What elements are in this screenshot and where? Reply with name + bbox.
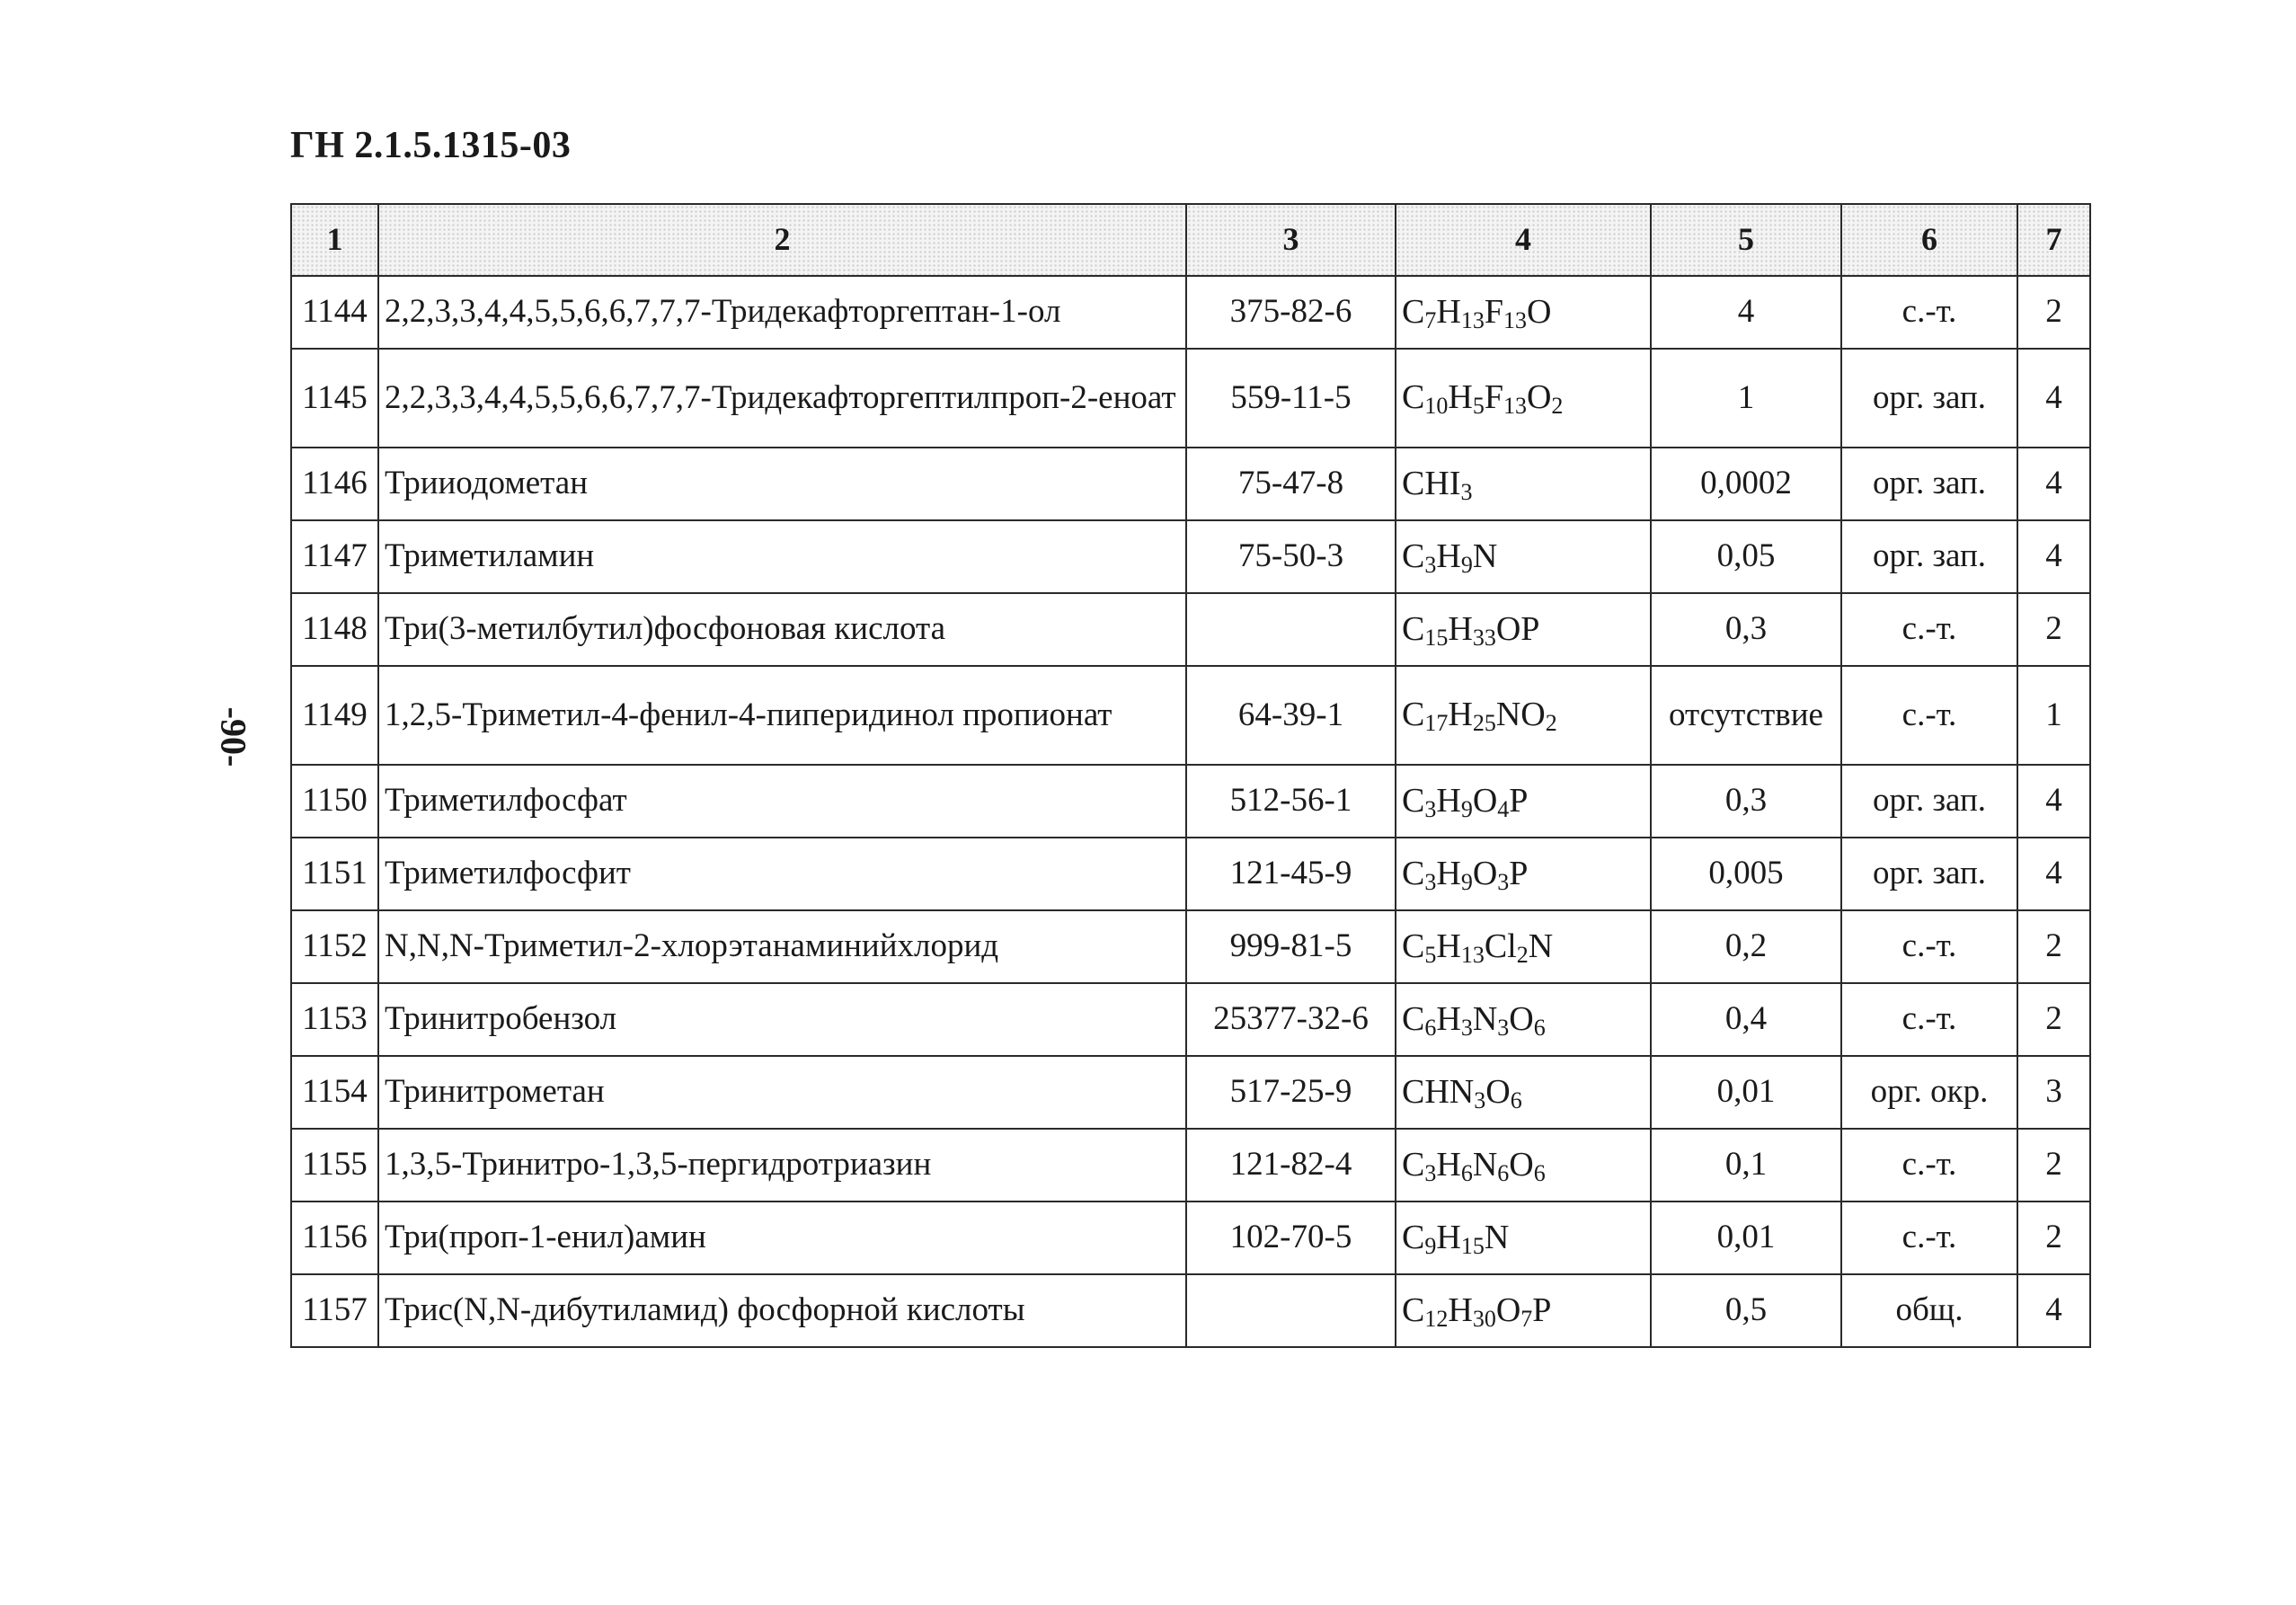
cell-hazard-indicator: с.-т. [1841,1129,2017,1202]
formula-subscript: 15 [1460,1232,1485,1259]
header-row [291,204,2090,276]
formula-subscript: 7 [1520,1305,1533,1332]
table-row [291,1056,2090,1129]
formula-element: N [1472,999,1498,1038]
formula-element: C [1402,781,1425,820]
formula-subscript: 9 [1460,795,1473,822]
table-row [291,448,2090,520]
cell-hazard-indicator: орг. зап. [1841,838,2017,910]
table-body [291,276,2090,1347]
cell-cas-number: 517-25-9 [1186,1056,1396,1129]
cell-number: 1154 [291,1056,378,1129]
cell-hazard-indicator: с.-т. [1841,910,2017,983]
cell-number: 1152 [291,910,378,983]
cell-hazard-indicator: орг. зап. [1841,349,2017,448]
cell-norm-value: отсутствие [1651,666,1841,765]
formula-element: O [1509,1145,1534,1184]
formula-element: H [1436,927,1461,965]
cell-norm-value: 0,5 [1651,1274,1841,1347]
table-row [291,765,2090,838]
formula-subscript: 5 [1424,941,1437,968]
formula-subscript: 13 [1460,941,1485,968]
cell-number: 1149 [291,666,378,765]
cell-hazard-class: 1 [2017,666,2090,765]
formula-element: OP [1495,609,1540,648]
formula-subscript: 4 [1497,795,1510,822]
formula-element: H [1448,378,1473,417]
cell-hazard-class: 4 [2017,1274,2090,1347]
formula-element: NO [1495,696,1546,734]
formula-subscript: 2 [1545,710,1557,737]
cell-hazard-indicator: с.-т. [1841,276,2017,349]
formula-element: C [1402,292,1425,331]
formula-element: P [1509,781,1529,820]
cell-hazard-indicator: орг. зап. [1841,520,2017,593]
formula-element: C [1402,609,1425,648]
cell-norm-value: 0,3 [1651,593,1841,666]
header-col-7: 7 [2017,204,2090,276]
formula-element: H [1436,1145,1461,1184]
cell-number: 1144 [291,276,378,349]
formula-subscript: 9 [1424,1232,1437,1259]
cell-hazard-class: 4 [2017,765,2090,838]
cell-substance-name: 2,2,3,3,4,4,5,5,6,6,7,7,7-Тридекафторгептилпроп-2-еноат [378,349,1186,448]
formula-subscript: 3 [1497,868,1510,895]
cell-substance-name: 2,2,3,3,4,4,5,5,6,6,7,7,7-Тридекафторгептан-1-ол [378,276,1186,349]
page-number: -90- [213,706,254,767]
formula-subscript: 10 [1424,393,1449,420]
formula-subscript: 15 [1424,624,1449,651]
formula-subscript: 13 [1503,306,1527,333]
formula-subscript: 6 [1510,1086,1522,1113]
cell-formula [1396,910,1651,983]
formula-element: CHN [1402,1072,1475,1111]
cell-hazard-indicator: с.-т. [1841,666,2017,765]
formula-element: P [1532,1290,1552,1329]
formula-element: N [1484,1218,1510,1256]
header-col-2: 2 [378,204,1186,276]
formula-element: C [1402,536,1425,575]
cell-norm-value: 0,2 [1651,910,1841,983]
formula-subscript: 6 [1533,1159,1546,1186]
cell-substance-name: Тринитробензол [378,983,1186,1056]
cell-hazard-indicator: орг. окр. [1841,1056,2017,1129]
cell-hazard-indicator: орг. зап. [1841,448,2017,520]
cell-hazard-indicator: орг. зап. [1841,765,2017,838]
formula-element: CHI [1402,464,1461,502]
cell-number: 1155 [291,1129,378,1202]
formula-subscript: 3 [1424,868,1437,895]
formula-subscript: 3 [1460,478,1473,505]
cell-number: 1147 [291,520,378,593]
formula-subscript: 13 [1503,393,1527,420]
formula-subscript: 6 [1424,1014,1437,1041]
formula-element: O [1472,854,1498,892]
table-row [291,1274,2090,1347]
formula-subscript: 2 [1516,941,1529,968]
cell-formula [1396,1274,1651,1347]
table-row [291,1202,2090,1274]
formula-subscript: 9 [1460,868,1473,895]
cell-number: 1156 [291,1202,378,1274]
formula-subscript: 30 [1472,1305,1496,1332]
cell-substance-name: Трииодометан [378,448,1186,520]
cell-substance-name: Тринитрометан [378,1056,1186,1129]
table-row [291,1129,2090,1202]
formula-element: O [1485,1072,1511,1111]
cell-norm-value: 0,0002 [1651,448,1841,520]
cell-cas-number: 64-39-1 [1186,666,1396,765]
cell-norm-value: 0,4 [1651,983,1841,1056]
formula-element: C [1402,1218,1425,1256]
cell-cas-number: 102-70-5 [1186,1202,1396,1274]
cell-number: 1150 [291,765,378,838]
formula-subscript: 13 [1460,306,1485,333]
formula-subscript: 3 [1460,1014,1473,1041]
cell-hazard-indicator: общ. [1841,1274,2017,1347]
formula-subscript: 25 [1472,710,1496,737]
table-row [291,349,2090,448]
cell-norm-value: 1 [1651,349,1841,448]
formula-element: H [1436,292,1461,331]
cell-cas-number: 999-81-5 [1186,910,1396,983]
formula-subscript: 7 [1424,306,1437,333]
cell-formula [1396,983,1651,1056]
formula-element: N [1472,536,1498,575]
formula-element: H [1436,999,1461,1038]
cell-hazard-class: 2 [2017,983,2090,1056]
header-col-4: 4 [1396,204,1651,276]
cell-cas-number: 512-56-1 [1186,765,1396,838]
formula-subscript: 3 [1424,551,1437,578]
cell-norm-value: 0,01 [1651,1202,1841,1274]
cell-formula [1396,838,1651,910]
cell-cas-number [1186,1274,1396,1347]
cell-substance-name: Триметилфосфит [378,838,1186,910]
cell-hazard-class: 3 [2017,1056,2090,1129]
formula-element: O [1472,781,1498,820]
cell-formula [1396,349,1651,448]
formula-element: H [1436,854,1461,892]
formula-subscript: 3 [1497,1014,1510,1041]
table-row [291,593,2090,666]
formula-element: H [1448,1290,1473,1329]
cell-number: 1148 [291,593,378,666]
cell-cas-number: 121-82-4 [1186,1129,1396,1202]
formula-subscript: 17 [1424,710,1449,737]
formula-element: O [1526,378,1552,417]
cell-hazard-indicator: с.-т. [1841,593,2017,666]
cell-norm-value: 4 [1651,276,1841,349]
cell-substance-name: 1,2,5-Триметил-4-фенил-4-пиперидинол пропионат [378,666,1186,765]
formula-element: C [1402,854,1425,892]
formula-element: N [1528,927,1554,965]
formula-subscript: 3 [1424,795,1437,822]
table-row [291,910,2090,983]
formula-subscript: 6 [1533,1014,1546,1041]
cell-norm-value: 0,05 [1651,520,1841,593]
cell-number: 1157 [291,1274,378,1347]
cell-formula [1396,448,1651,520]
cell-cas-number: 121-45-9 [1186,838,1396,910]
table-row [291,520,2090,593]
formula-element: F [1484,292,1503,331]
cell-cas-number: 75-47-8 [1186,448,1396,520]
formula-element: O [1495,1290,1521,1329]
header-col-5: 5 [1651,204,1841,276]
formula-element: Cl [1484,927,1517,965]
formula-subscript: 6 [1497,1159,1510,1186]
cell-number: 1153 [291,983,378,1056]
formula-element: C [1402,999,1425,1038]
cell-norm-value: 0,005 [1651,838,1841,910]
cell-substance-name: Триметилфосфат [378,765,1186,838]
cell-cas-number: 25377-32-6 [1186,983,1396,1056]
header-col-3: 3 [1186,204,1396,276]
formula-element: N [1472,1145,1498,1184]
cell-hazard-class: 2 [2017,1129,2090,1202]
cell-formula [1396,765,1651,838]
formula-element: C [1402,1290,1425,1329]
header-col-6: 6 [1841,204,2017,276]
formula-element: H [1436,781,1461,820]
cell-substance-name: Три(3-метилбутил)фосфоновая кислота [378,593,1186,666]
cell-formula [1396,666,1651,765]
formula-subscript: 6 [1460,1159,1473,1186]
cell-formula [1396,276,1651,349]
cell-cas-number: 375-82-6 [1186,276,1396,349]
formula-element: H [1436,1218,1461,1256]
cell-substance-name: 1,3,5-Тринитро-1,3,5-пергидротриазин [378,1129,1186,1202]
cell-norm-value: 0,3 [1651,765,1841,838]
formula-subscript: 2 [1551,393,1564,420]
cell-hazard-class: 2 [2017,593,2090,666]
formula-element: O [1509,999,1534,1038]
formula-element: O [1526,292,1552,331]
cell-norm-value: 0,1 [1651,1129,1841,1202]
table-row [291,838,2090,910]
cell-hazard-class: 2 [2017,1202,2090,1274]
formula-element: C [1402,1145,1425,1184]
cell-substance-name: N,N,N-Триметил-2-хлорэтанаминийхлорид [378,910,1186,983]
cell-hazard-indicator: с.-т. [1841,1202,2017,1274]
formula-subscript: 9 [1460,551,1473,578]
formula-element: C [1402,696,1425,734]
formula-subscript: 12 [1424,1305,1449,1332]
cell-hazard-indicator: с.-т. [1841,983,2017,1056]
cell-cas-number: 75-50-3 [1186,520,1396,593]
cell-hazard-class: 4 [2017,838,2090,910]
cell-formula [1396,593,1651,666]
cell-formula [1396,1129,1651,1202]
cell-number: 1146 [291,448,378,520]
substances-table [290,203,2091,1348]
cell-hazard-class: 4 [2017,520,2090,593]
formula-subscript: 5 [1472,393,1485,420]
formula-subscript: 3 [1424,1159,1437,1186]
cell-hazard-class: 4 [2017,349,2090,448]
formula-element: P [1509,854,1529,892]
cell-substance-name: Три(проп-1-енил)амин [378,1202,1186,1274]
formula-element: H [1436,536,1461,575]
cell-substance-name: Триметиламин [378,520,1186,593]
formula-element: H [1448,696,1473,734]
document-code: ГН 2.1.5.1315-03 [290,125,572,166]
table-row [291,666,2090,765]
cell-cas-number [1186,593,1396,666]
cell-formula [1396,520,1651,593]
cell-number: 1151 [291,838,378,910]
cell-hazard-class: 2 [2017,910,2090,983]
formula-subscript: 3 [1474,1086,1486,1113]
table-row [291,276,2090,349]
header-col-1: 1 [291,204,378,276]
formula-element: C [1402,927,1425,965]
cell-formula [1396,1056,1651,1129]
cell-substance-name: Трис(N,N-дибутиламид) фосфорной кислоты [378,1274,1186,1347]
cell-norm-value: 0,01 [1651,1056,1841,1129]
cell-number: 1145 [291,349,378,448]
formula-element: H [1448,609,1473,648]
cell-formula [1396,1202,1651,1274]
formula-subscript: 33 [1472,624,1496,651]
formula-element: F [1484,378,1503,417]
formula-element: C [1402,378,1425,417]
cell-cas-number: 559-11-5 [1186,349,1396,448]
table-row [291,983,2090,1056]
cell-hazard-class: 4 [2017,448,2090,520]
cell-hazard-class: 2 [2017,276,2090,349]
